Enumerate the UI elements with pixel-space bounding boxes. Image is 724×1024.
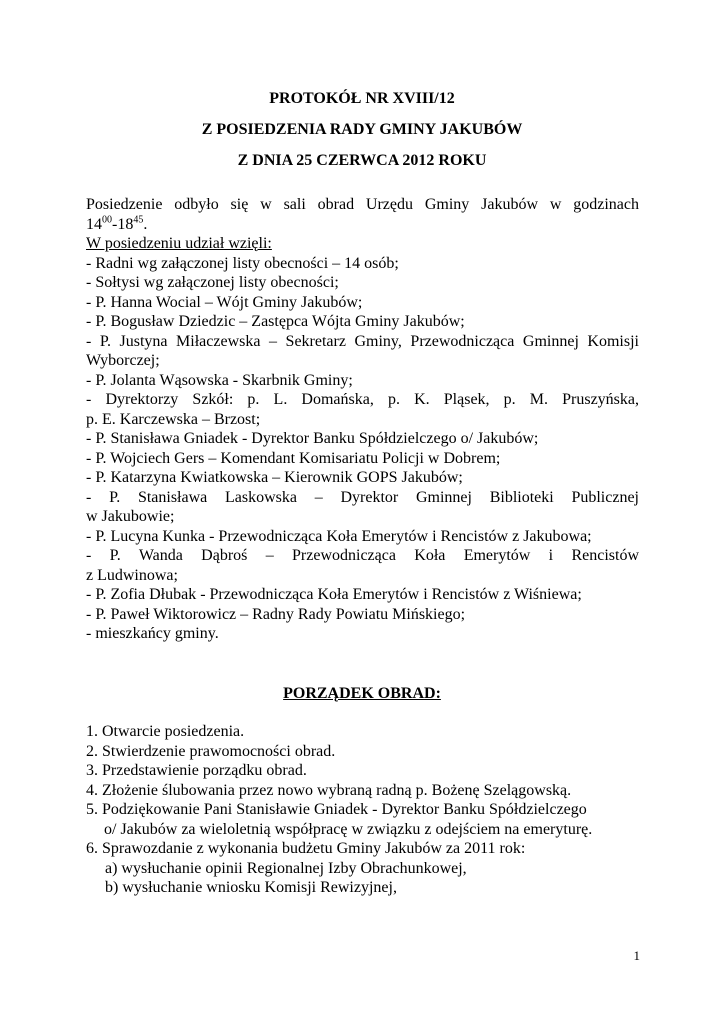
participant-line: - Sołtysi wg załączonej listy obecności; (86, 274, 339, 291)
page-number: 1 (633, 948, 640, 963)
participant-line: - P. Jolanta Wąsowska - Skarbnik Gminy; (86, 371, 353, 389)
agenda-item: 4. Złożenie ślubowania przez nowo wybraną radną p. Bożenę Szelągowską. (86, 781, 572, 799)
participant-line: - P. Stanisława Gniadek - Dyrektor Banku Spółdzielczego o/ Jakubów; (86, 430, 539, 447)
agenda-subitem: a) wysłuchanie opinii Regionalnej Izby Obrachunkowej, (105, 859, 467, 877)
agenda-title: PORZĄDEK OBRAD: (283, 685, 441, 702)
protocol-title: PROTOKÓŁ NR XVIII/12 (269, 90, 455, 107)
participant-line: p. E. Karczewska – Brzost; (86, 410, 261, 428)
agenda-item: 3. Przedstawienie porządku obrad. (86, 762, 307, 779)
session-title: Z POSIEDZENIA RADY GMINY JAKUBÓW (201, 121, 523, 138)
participant-line: - P. Paweł Wiktorowicz – Radny Rady Powiatu Mińskiego; (86, 605, 466, 623)
agenda-item: 6. Sprawozdanie z wykonania budżetu Gminy Jakubów za 2011 rok: (86, 840, 526, 857)
session-date: Z DNIA 25 CZERWCA 2012 ROKU (237, 152, 487, 169)
session-hours: $14^{00}-18^{45}$. (86, 214, 148, 233)
participant-line: - P. Stanisława Laskowska – Dyrektor Gminnej Biblioteki Publicznej (86, 488, 639, 506)
participants-heading: W posiedzeniu udział wzięli: (86, 235, 272, 252)
participant-line: - Dyrektorzy Szkół: p. L. Domańska, p. K. Pląsek, p. M. Pruszyńska, (86, 391, 639, 408)
participant-line: - P. Lucyna Kunka - Przewodnicząca Koła Emerytów i Rencistów z Jakubowa; (86, 527, 592, 545)
intro-sentence: Posiedzenie odbyło się w sali obrad Urzędu Gminy Jakubów w godzinach (86, 196, 639, 213)
participant-line: - Radni wg załączonej listy obecności – 14 osób; (86, 254, 399, 272)
participant-line: - P. Katarzyna Kwiatkowska – Kierownik GOPS Jakubów; (86, 469, 463, 486)
participant-line: - P. Wanda Dąbroś – Przewodnicząca Koła Emerytów i Rencistów (86, 547, 639, 564)
participant-line: - P. Wojciech Gers – Komendant Komisariatu Policji w Dobrem; (86, 449, 501, 467)
document-body (86, 195, 639, 644)
participant-line: - P. Justyna Miłaczewska – Sekretarz Gminy, Przewodnicząca Gminnej Komisji (86, 332, 639, 350)
participant-line: - P. Hanna Wocial – Wójt Gminy Jakubów; (86, 293, 363, 311)
participant-line: - mieszkańcy gminy. (86, 625, 219, 642)
participant-line: - P. Bogusław Dziedzic – Zastępca Wójta Gminy Jakubów; (86, 313, 465, 330)
agenda-item-continuation: o/ Jakubów za wieloletnią współpracę w związku z odejściem na emeryturę. (104, 820, 593, 838)
agenda-item: 1. Otwarcie posiedzenia. (86, 723, 245, 740)
participant-line: z Ludwinowa; (86, 566, 178, 584)
agenda-subitem: b) wysłuchanie wniosku Komisji Rewizyjnej, (105, 879, 397, 896)
agenda-list (86, 722, 646, 898)
participant-line: w Jakubowie; (86, 508, 175, 525)
participant-line: - P. Zofia Dłubak - Przewodnicząca Koła Emerytów i Rencistów z Wiśniewa; (86, 586, 582, 603)
participant-line: Wyborczej; (86, 352, 160, 369)
agenda-item: 5. Podziękowanie Pani Stanisławie Gniadek - Dyrektor Banku Spółdzielczego (86, 801, 587, 818)
agenda-item: 2. Stwierdzenie prawomocności obrad. (86, 742, 336, 760)
